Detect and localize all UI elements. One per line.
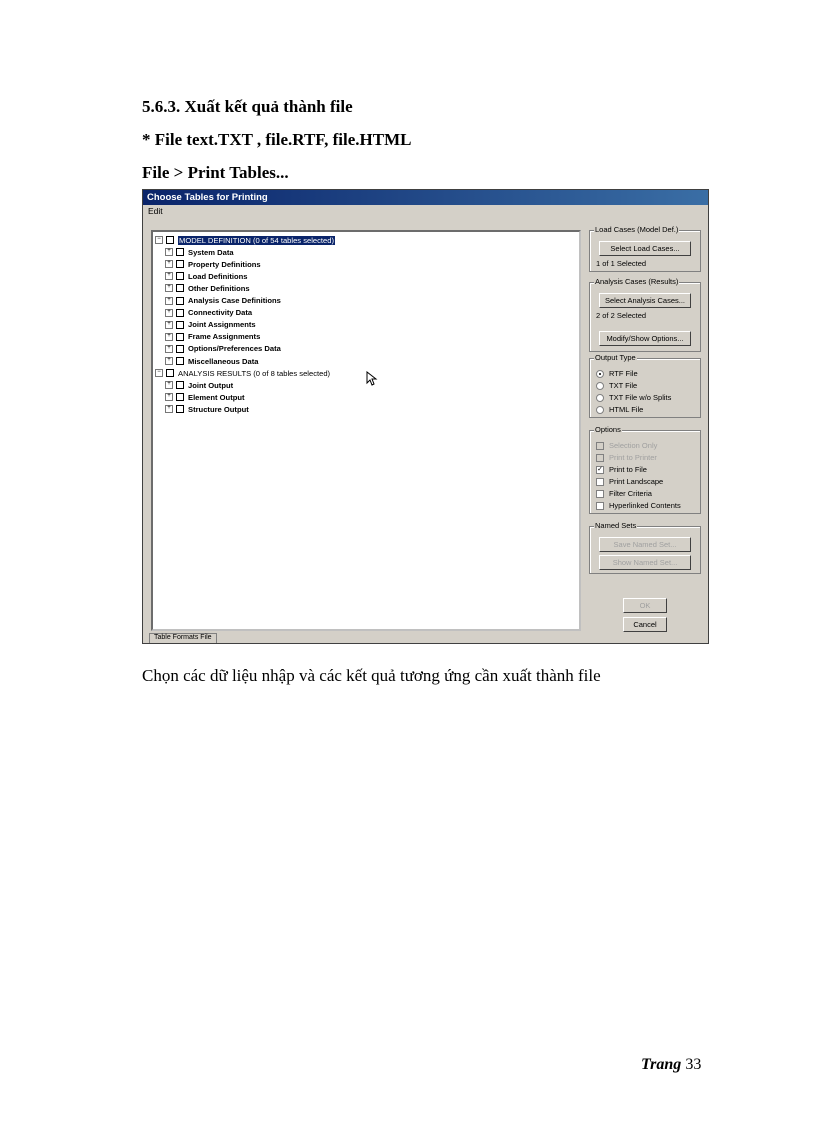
tree-label: Load Definitions <box>188 271 248 281</box>
tree-label: Property Definitions <box>188 259 261 269</box>
save-named-set-button[interactable]: Save Named Set... <box>599 537 691 552</box>
tree-label: Joint Assignments <box>188 320 256 330</box>
options-title: Options <box>595 425 621 434</box>
options-group <box>589 425 701 514</box>
tree-checkbox[interactable] <box>166 369 174 377</box>
expand-icon[interactable]: + <box>165 333 173 341</box>
tree-checkbox[interactable] <box>166 236 174 244</box>
radio-txt-file[interactable] <box>596 381 637 390</box>
tree-row[interactable] <box>165 295 281 307</box>
checkbox[interactable] <box>596 490 604 498</box>
expand-icon[interactable]: + <box>165 260 173 268</box>
page-footer <box>641 1056 701 1074</box>
checkbox[interactable] <box>596 454 604 462</box>
load-cases-group <box>589 225 701 272</box>
option-label: Print to File <box>609 465 647 474</box>
tree-checkbox[interactable] <box>176 309 184 317</box>
tree-label: Frame Assignments <box>188 332 261 342</box>
expand-icon[interactable]: + <box>165 321 173 329</box>
radio-rtf-file[interactable] <box>596 369 638 378</box>
modify-show-options-button[interactable]: Modify/Show Options... <box>599 331 691 346</box>
tree-label: Other Definitions <box>188 283 250 293</box>
checkbox[interactable]: ✓ <box>597 465 603 473</box>
tree-row[interactable] <box>165 355 258 367</box>
tree-label: MODEL DEFINITION (0 of 54 tables selected) <box>179 235 335 245</box>
option-filter-criteria[interactable] <box>596 489 652 498</box>
tree-label: Connectivity Data <box>188 308 253 318</box>
tree-checkbox[interactable] <box>176 405 184 413</box>
tree-row[interactable] <box>165 307 252 319</box>
checkbox[interactable] <box>596 442 604 450</box>
expand-icon[interactable]: + <box>165 393 173 401</box>
expand-icon[interactable]: + <box>165 381 173 389</box>
option-label: Print Landscape <box>609 477 664 486</box>
tree-label: ANALYSIS RESULTS (0 of 8 tables selected) <box>178 368 331 378</box>
radio-label: TXT File <box>609 381 638 390</box>
tree-checkbox[interactable] <box>176 381 184 389</box>
option-label: Filter Criteria <box>609 489 652 498</box>
analysis-cases-status: 2 of 2 Selected <box>596 311 647 320</box>
page-number: 33 <box>685 1056 702 1073</box>
dialog-title: Choose Tables for Printing <box>143 190 708 205</box>
radio-indicator[interactable] <box>596 370 604 378</box>
tree-row[interactable] <box>165 391 245 403</box>
tree-checkbox[interactable] <box>176 260 184 268</box>
tree-row[interactable] <box>165 343 281 355</box>
select-analysis-cases-button[interactable]: Select Analysis Cases... <box>599 293 691 308</box>
tree-row[interactable] <box>165 246 234 258</box>
tree-checkbox[interactable] <box>176 393 184 401</box>
tree-checkbox[interactable] <box>176 345 184 353</box>
tree-label: System Data <box>188 247 234 257</box>
checkbox[interactable] <box>596 478 604 486</box>
choose-tables-dialog <box>142 189 709 644</box>
expand-icon[interactable]: + <box>165 357 173 365</box>
menu-path-heading: File > Print Tables... <box>142 163 289 182</box>
radio-indicator[interactable] <box>596 406 604 414</box>
tree-checkbox[interactable] <box>176 357 184 365</box>
analysis-cases-title: Analysis Cases (Results) <box>595 277 679 286</box>
tree-label: Structure Output <box>188 404 249 414</box>
checkbox[interactable] <box>596 502 604 510</box>
subheading-file-types: * File text.TXT , file.RTF, file.HTML <box>142 130 412 149</box>
option-selection-only[interactable] <box>596 441 657 450</box>
caption-text: Chọn các dữ liệu nhập và các kết quả tương ứng cần xuất thành file <box>142 666 601 685</box>
tree-checkbox[interactable] <box>176 284 184 292</box>
output-type-group <box>589 353 701 418</box>
output-type-title: Output Type <box>595 353 636 362</box>
select-load-cases-button[interactable]: Select Load Cases... <box>599 241 691 256</box>
tree-label: Analysis Case Definitions <box>188 296 281 305</box>
collapse-icon[interactable]: − <box>155 236 163 244</box>
section-heading: 5.6.3. Xuất kết quả thành file <box>142 97 353 116</box>
tree-checkbox[interactable] <box>176 248 184 256</box>
tab-table-formats-file[interactable]: Table Formats File <box>149 633 217 644</box>
radio-html-file[interactable] <box>596 405 643 414</box>
tree-row[interactable] <box>155 234 335 246</box>
table-tree[interactable] <box>151 230 581 631</box>
load-cases-title: Load Cases (Model Def.) <box>595 225 679 234</box>
cancel-button[interactable]: Cancel <box>623 617 667 632</box>
expand-icon[interactable]: + <box>165 272 173 280</box>
radio-indicator[interactable] <box>596 382 604 390</box>
tree-checkbox[interactable] <box>176 321 184 329</box>
option-label: Print to Printer <box>609 453 657 462</box>
option-print-to-file[interactable] <box>596 465 647 474</box>
radio-txt-no-splits[interactable] <box>596 393 671 402</box>
tree-label: Options/Preferences Data <box>188 344 281 354</box>
named-sets-group <box>589 521 701 574</box>
tree-label: Element Output <box>188 392 245 402</box>
option-label: Selection Only <box>609 441 658 450</box>
analysis-cases-group <box>589 277 701 352</box>
radio-indicator[interactable] <box>596 394 604 402</box>
tree-checkbox[interactable] <box>176 272 184 280</box>
expand-icon[interactable]: + <box>165 297 173 305</box>
tree-row[interactable] <box>165 270 247 282</box>
tree-row[interactable] <box>165 258 261 270</box>
radio-label: HTML File <box>609 405 644 414</box>
mouse-cursor-icon <box>366 371 378 387</box>
tree-row[interactable] <box>165 379 233 391</box>
menu-edit[interactable]: Edit <box>148 206 163 216</box>
radio-label: TXT File w/o Splits <box>609 393 672 402</box>
tree-checkbox[interactable] <box>176 297 184 305</box>
option-print-to-printer[interactable] <box>596 453 657 462</box>
tree-label: Joint Output <box>188 380 234 390</box>
tree-row[interactable] <box>165 282 250 294</box>
expand-icon[interactable]: + <box>165 284 173 292</box>
bottom-tabs <box>149 633 217 644</box>
collapse-icon[interactable]: − <box>155 369 163 377</box>
named-sets-title: Named Sets <box>595 521 637 530</box>
tree-checkbox[interactable] <box>176 333 184 341</box>
option-hyperlinked-contents[interactable] <box>596 501 681 510</box>
tree-row[interactable] <box>155 367 330 379</box>
tree-row[interactable] <box>165 331 260 343</box>
radio-label: RTF File <box>609 369 638 378</box>
ok-button[interactable]: OK <box>623 598 667 613</box>
expand-icon[interactable]: + <box>165 405 173 413</box>
expand-icon[interactable]: + <box>165 248 173 256</box>
tree-row[interactable] <box>165 319 256 331</box>
option-print-landscape[interactable] <box>596 477 663 486</box>
tree-row[interactable] <box>165 403 249 415</box>
tree-label: Miscellaneous Data <box>188 356 259 366</box>
expand-icon[interactable]: + <box>165 309 173 317</box>
option-label: Hyperlinked Contents <box>609 501 681 510</box>
footer-label: Trang <box>641 1056 682 1073</box>
expand-icon[interactable]: + <box>165 345 173 353</box>
load-cases-status: 1 of 1 Selected <box>596 259 647 268</box>
show-named-set-button[interactable]: Show Named Set... <box>599 555 691 570</box>
